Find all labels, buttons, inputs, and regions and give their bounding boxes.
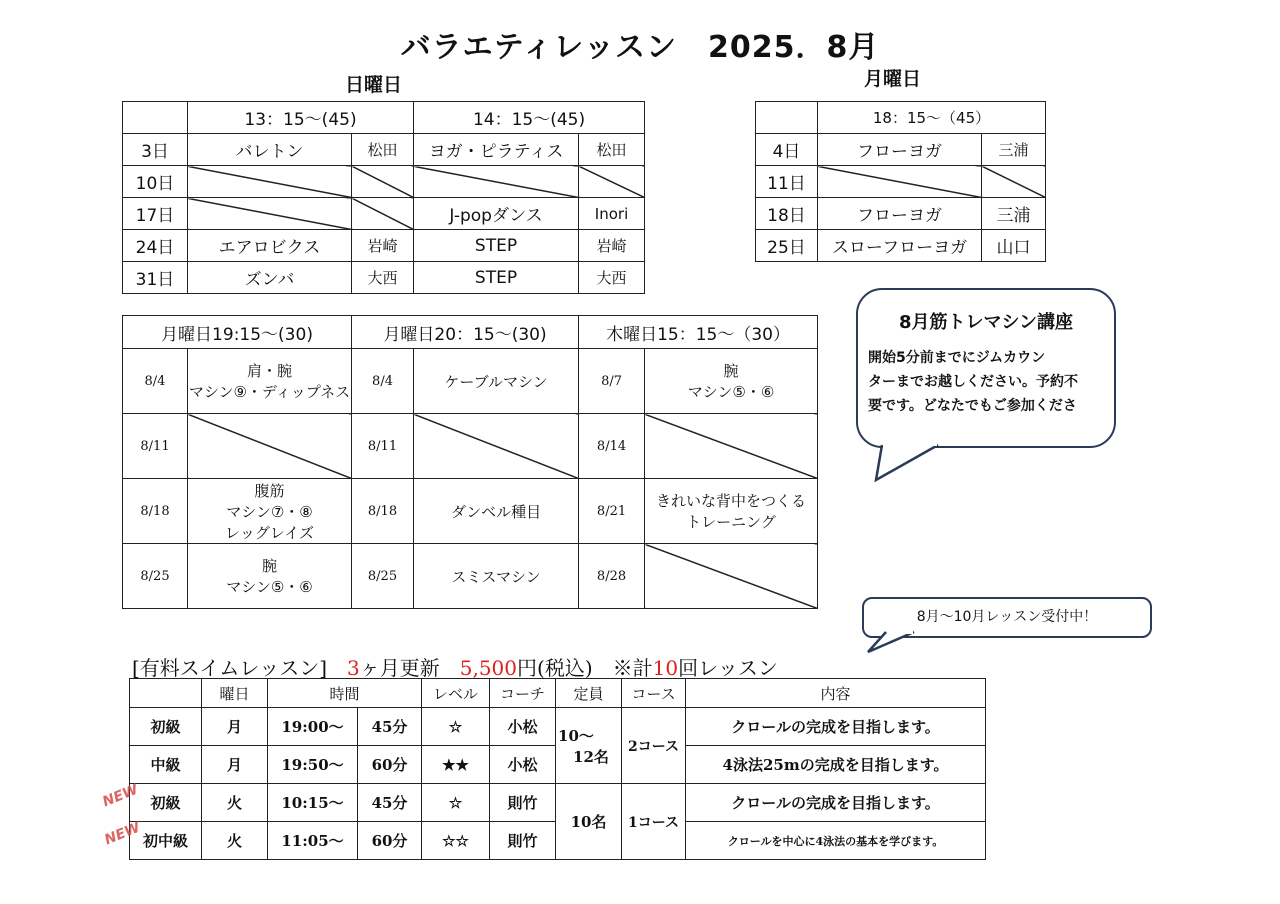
monday-table xyxy=(755,101,1046,262)
table-row: 24日 エアロビクス 岩崎 STEP 岩崎 xyxy=(123,230,645,262)
callout-title: 8月筋トレマシン講座 xyxy=(898,312,1074,333)
empty-slot xyxy=(188,414,352,479)
machine-header-2: 月曜日20：15～(30) xyxy=(352,316,579,349)
table-row: 11日 xyxy=(756,166,1046,198)
empty-slot xyxy=(818,166,982,198)
machine-table xyxy=(122,315,818,609)
sunday-heading: 日曜日 xyxy=(345,74,403,96)
monday-time: 18：15～（45） xyxy=(818,102,1046,134)
empty-slot xyxy=(645,544,818,609)
machine-course-callout xyxy=(856,288,1116,448)
table-row: 中級 月 19:50～ 60分 ★★ 小松 4泳法25mの完成を目指します。 xyxy=(130,746,986,784)
empty-slot xyxy=(352,166,414,198)
machine-header-3: 木曜日15：15～（30） xyxy=(579,316,818,349)
callout-body: 開始5分前までにジムカウン ターまでお越しください。予約不 要です。どなたでもご参加くださ xyxy=(868,350,1078,414)
table-row: 31日 ズンバ 大西 STEP 大西 xyxy=(123,262,645,294)
empty-slot xyxy=(352,198,414,230)
empty-slot xyxy=(414,166,579,198)
empty-slot xyxy=(414,414,579,479)
table-row: 8/11 8/11 8/14 xyxy=(123,414,818,479)
sunday-table xyxy=(122,101,645,294)
table-row: 初級 火 10:15～ 45分 ☆ 則竹 10名 1コース クロールの完成を目指します。 xyxy=(130,784,986,822)
swim-table: 曜日 時間 レベル コーチ 定員 コース 内容 初級 月 19:00～ 45分 ☆ 小松 10～ 12名 2コース クロールの完成を目指します。 中級 月 19:50～ 60分 ★★ 小松 4泳法25mの完成を目指します。 初級 火 10:15～ 45分 ☆ 則竹 10名 1コース クロールの完成を目指します。 初中級 火 11:05～ 60分 ☆☆ 則竹 クロールを中心に4泳法の基本を学びます。 xyxy=(129,678,986,860)
empty-slot xyxy=(188,166,352,198)
page-title: バラエティレッスン 2025．8月 xyxy=(400,30,880,65)
monday-heading: 月曜日 xyxy=(864,68,922,90)
empty-slot xyxy=(982,166,1046,198)
reception-callout: 8月～10月レッスン受付中！ xyxy=(862,597,1152,638)
table-row: 8/18 腹筋 マシン⑦・⑧ レッグレイズ 8/18 ダンベル種目 8/21 きれいな背中をつくる トレーニング xyxy=(123,479,818,544)
table-row: 8/4 肩・腕 マシン⑨・ディップネス 8/4 ケーブルマシン 8/7 腕 マシン⑤・⑥ xyxy=(123,349,818,414)
table-row: 18日 フローヨガ 三浦 xyxy=(756,198,1046,230)
table-row: 4日 フローヨガ 三浦 xyxy=(756,134,1046,166)
sunday-time-2: 14：15～(45) xyxy=(414,102,645,134)
empty-slot xyxy=(579,166,645,198)
new-badge: NEW xyxy=(102,819,143,849)
new-badge: NEW xyxy=(100,781,141,811)
machine-header-1: 月曜日19:15～(30) xyxy=(123,316,352,349)
table-row: 3日 バレトン 松田 ヨガ・ピラティス 松田 xyxy=(123,134,645,166)
swim-title: [有料スイムレッスン] 3ヶ月更新 5,500円(税込) ※計10回レッスン xyxy=(132,656,778,680)
empty-slot xyxy=(645,414,818,479)
table-row: 10日 xyxy=(123,166,645,198)
table-row: 17日 J-popダンス Inori xyxy=(123,198,645,230)
table-row: 25日 スローフローヨガ 山口 xyxy=(756,230,1046,262)
callout-tail xyxy=(868,440,958,484)
table-row: 8/25 腕 マシン⑤・⑥ 8/25 スミスマシン 8/28 xyxy=(123,544,818,609)
table-row: 初級 月 19:00～ 45分 ☆ 小松 10～ 12名 2コース クロールの完成を目指します。 xyxy=(130,708,986,746)
reception-callout-tail xyxy=(858,630,928,656)
empty-slot xyxy=(188,198,352,230)
sunday-time-1: 13：15～(45) xyxy=(188,102,414,134)
table-row: 初中級 火 11:05～ 60分 ☆☆ 則竹 クロールを中心に4泳法の基本を学びます。 xyxy=(130,822,986,860)
